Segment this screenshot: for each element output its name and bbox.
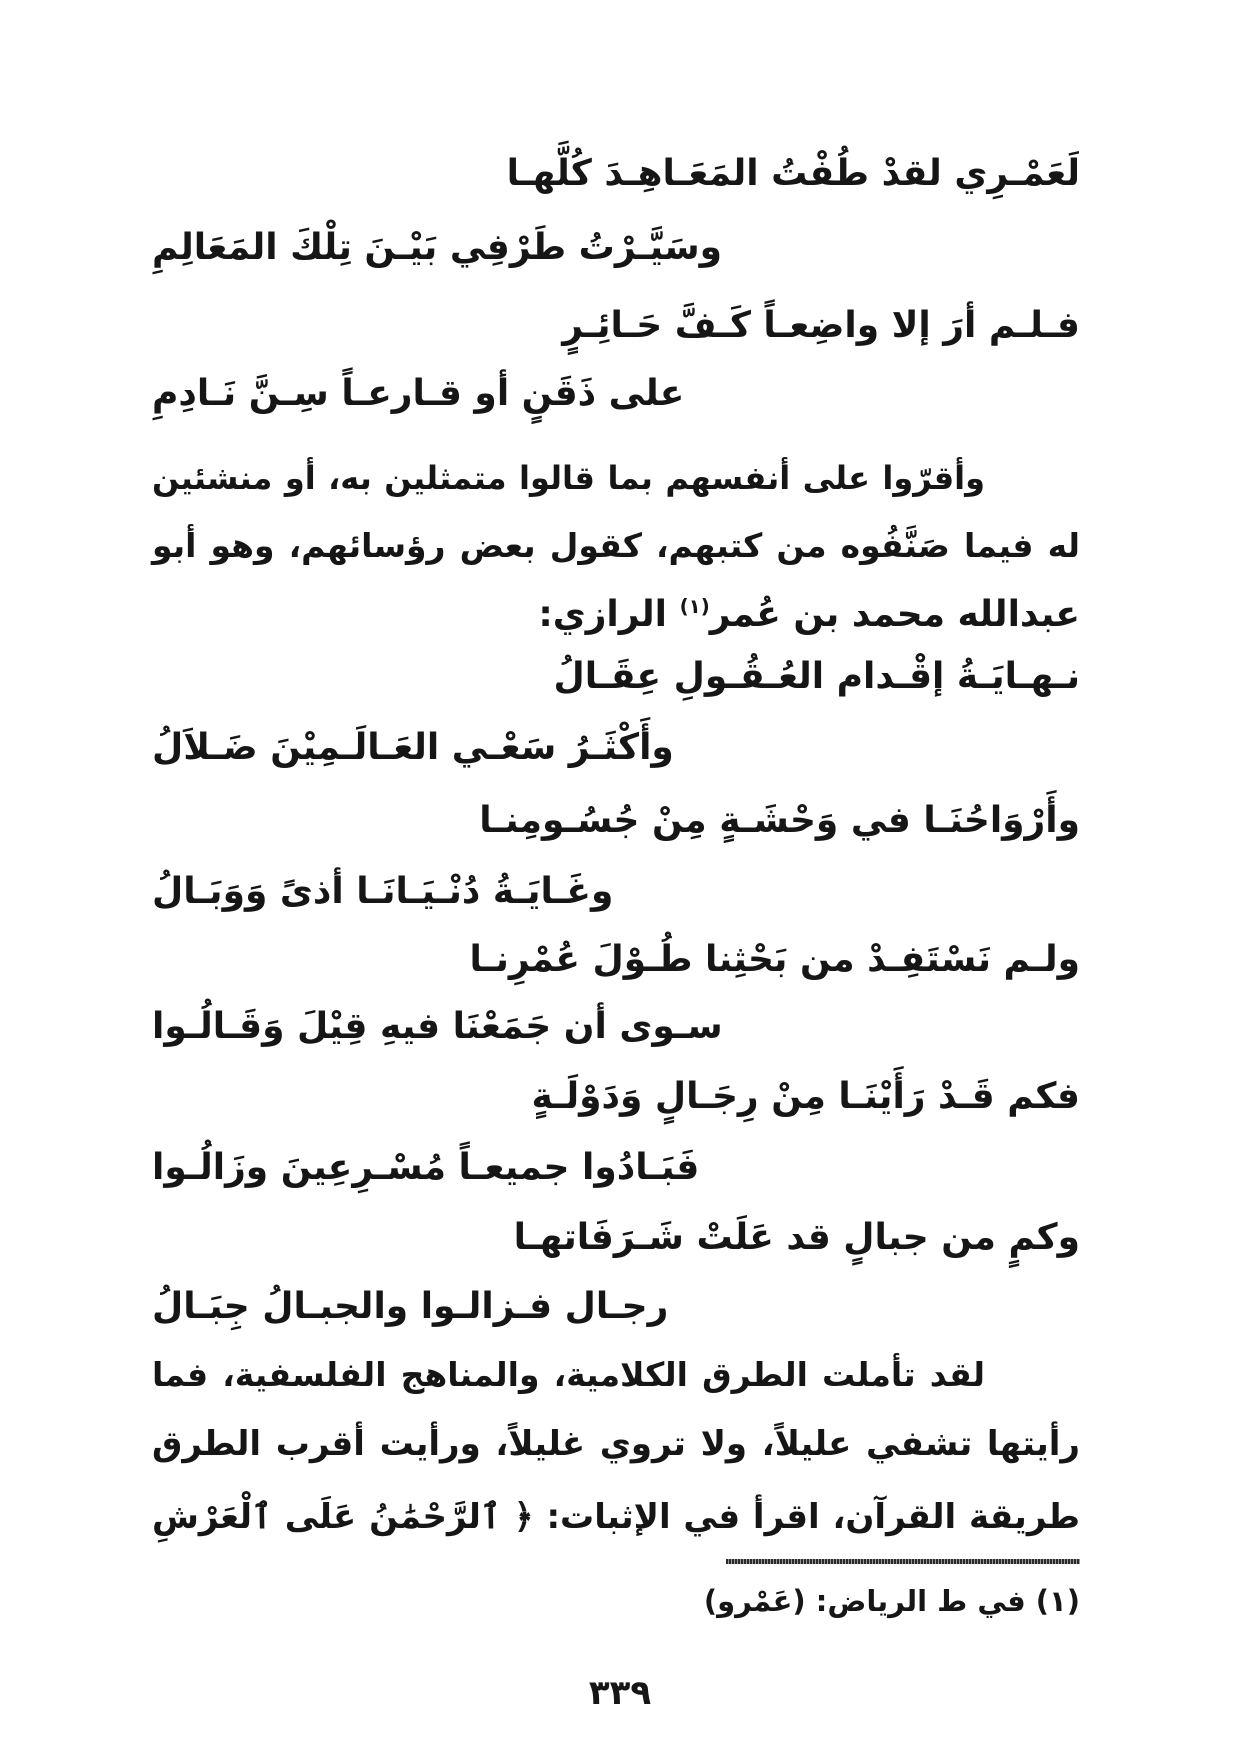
verse-line: فكم قَـدْ رَأَيْنَـا مِنْ رِجَـالٍ وَدَوْلَـةٍ [531,1076,1080,1117]
prose-line [152,580,1080,650]
verse-line: سـوى أن جَمَعْنَا فيهِ قِيْلَ وَقَـالُـوا [152,1006,723,1047]
verse-line: وغَـايَـةُ دُنْـيَـانَـا أذىً وَوَبَـالُ [152,871,614,912]
prose-text: عبدالله محمد بن عُمر [709,594,1080,635]
page-number: ٣٣٩ [588,1673,652,1713]
verse-line: لَعَمْـرِي لقدْ طُفْتُ المَعَـاهِـدَ كُلَّهـا [506,153,1080,194]
prose-line: رأيتها تشفي عليلاً، ولا تروي غليلاً، ورأيت أقرب الطرق [152,1424,1080,1464]
verse-line: فَبَـادُوا جميعـاً مُسْـرِعِينَ وزَالُـوا [152,1147,700,1188]
prose-line: له فيما صَنَّفُوه من كتبهم، كقول بعض رؤسائهم، وهو أبو [152,526,1080,565]
verse-line: نـهـايَـةُ إقْـدام العُـقُـولِ عِقَـالُ [553,656,1080,697]
footnote-ref: (١) [679,595,710,618]
verse-line: وأَرْوَاحُنَـا في وَحْشَـةٍ مِنْ جُسُـومِنـا [479,800,1080,841]
prose-text: الرازي: [538,594,680,635]
footnote: (١) في ط الرياض: (عَمْرو) [703,1584,1080,1618]
verse-line: على ذَقَنٍ أو قـارعـاً سِـنَّ نَـادِمِ [152,373,685,414]
prose-line: وأقرّوا على أنفسهم بما قالوا متمثلين به، أو منشئين [152,459,985,497]
verse-line: وأَكْثَـرُ سَعْـي العَـالَـمِيْنَ ضَـلاَلُ [152,727,674,768]
footnote-separator [726,1559,1080,1564]
prose-line: لقد تأملت الطرق الكلامية، والمناهج الفلسفية، فما [152,1355,985,1394]
verse-line: فـلـم أرَ إلا واضِعـاً كَـفَّ حَـائِـرٍ [562,305,1080,346]
prose-line: طريقة القرآن، اقرأ في الإثبات: ﴿ ٱلرَّحْمَٰنُ عَلَى ٱلْعَرْشِ [152,1497,1080,1537]
verse-line: وسَيَّـرْتُ طَرْفِي بَيْـنَ تِلْكَ المَعَالِمِ [152,227,723,268]
verse-line: رجـال فـزالـوا والجبـالُ جِبَـالُ [152,1286,669,1327]
verse-line: ولـم نَسْتَفِـدْ من بَحْثِنا طُـوْلَ عُمْرِنـا [469,939,1080,980]
verse-line: وكمٍ من جبالٍ قد عَلَتْ شَـرَفَاتهـا [513,1217,1080,1258]
